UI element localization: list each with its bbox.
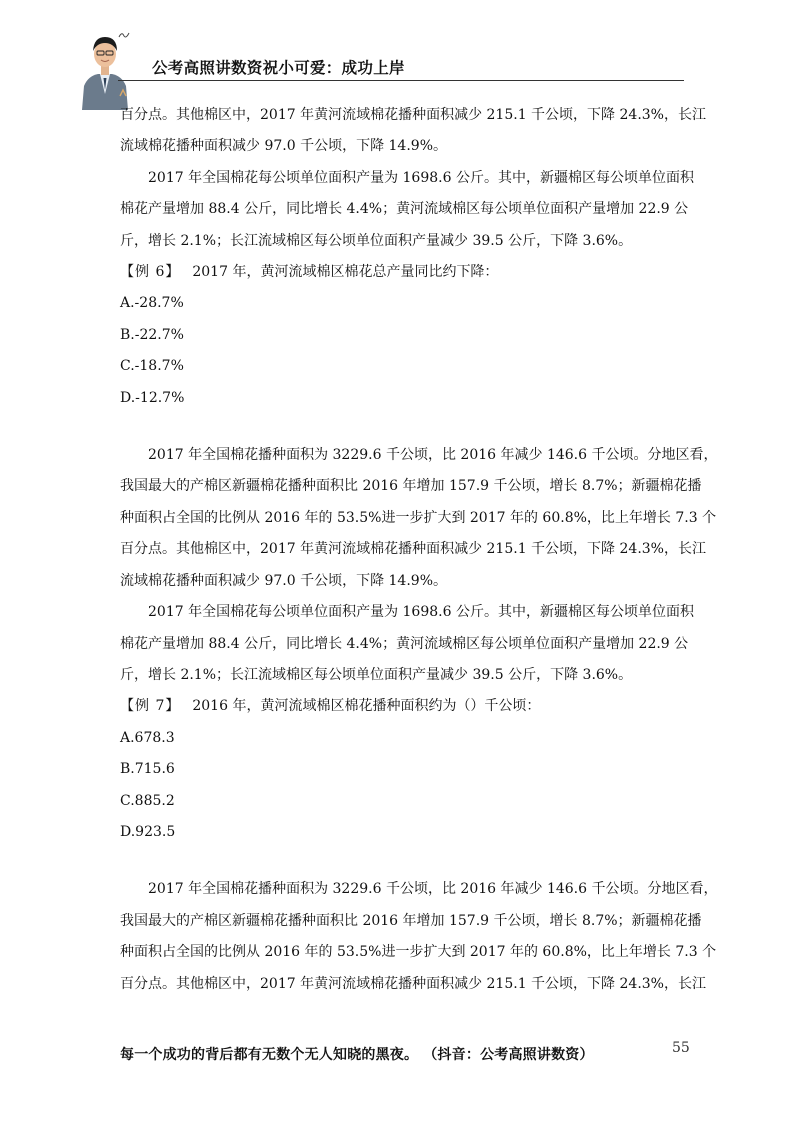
- header-title: 公考高照讲数资祝小可爱：成功上岸: [152, 59, 405, 77]
- paragraph-line: 百分点。其他棉区中，2017 年黄河流域棉花播种面积减少 215.1 千公顷，下降 24.3%，长江: [120, 541, 706, 558]
- paragraph-line: 棉花产量增加 88.4 公斤，同比增长 4.4%；黄河流域棉区每公顷单位面积产量增加 22.9 公: [120, 201, 689, 218]
- paragraph-line: 种面积占全国的比例从 2016 年的 53.5%进一步扩大到 2017 年的 60.8%，比上年增长 7.3 个: [120, 509, 717, 526]
- answer-option: D.-12.7%: [120, 389, 185, 406]
- paragraph-line: 流域棉花播种面积减少 97.0 千公顷，下降 14.9%。: [120, 138, 447, 155]
- spacer: [120, 414, 682, 440]
- question-text: 2016 年，黄河流域棉区棉花播种面积约为（）千公顷：: [192, 698, 541, 715]
- paragraph-line: 百分点。其他棉区中，2017 年黄河流域棉花播种面积减少 215.1 千公顷，下降 24.3%，长江: [120, 107, 706, 123]
- paragraph-line: 2017 年全国棉花播种面积为 3229.6 千公顷，比 2016 年减少 146.6 千公顷。分地区看，: [148, 447, 718, 464]
- question-number: 【例 7】: [120, 698, 181, 715]
- paragraph-line: 我国最大的产棉区新疆棉花播种面积比 2016 年增加 157.9 千公顷，增长 8.7%；新疆棉花播: [120, 912, 702, 929]
- paragraph-line: 种面积占全国的比例从 2016 年的 53.5%进一步扩大到 2017 年的 60.8%，比上年增长 7.3 个: [120, 944, 717, 961]
- answer-option: B.-22.7%: [120, 326, 184, 343]
- paragraph: [120, 874, 718, 1000]
- page-number: 55: [672, 1040, 690, 1056]
- question-text: 2017 年，黄河流域棉区棉花总产量同比约下降：: [192, 264, 499, 281]
- page-header: [0, 0, 800, 115]
- paragraph-line: 斤，增长 2.1%；长江流域棉区每公顷单位面积产量减少 39.5 公斤，下降 3.6%。: [120, 232, 633, 249]
- answer-option: A.678.3: [120, 729, 175, 746]
- paragraph-line: 棉花产量增加 88.4 公斤，同比增长 4.4%；黄河流域棉区每公顷单位面积产量增加 22.9 公: [120, 635, 689, 652]
- paragraph-line: 2017 年全国棉花播种面积为 3229.6 千公顷，比 2016 年减少 146.6 千公顷。分地区看，: [148, 881, 718, 898]
- spacer: [120, 848, 682, 874]
- answer-option: D.923.5: [120, 823, 176, 840]
- paragraph: [120, 440, 718, 597]
- question-stem: [120, 257, 682, 288]
- paragraph: [120, 597, 694, 691]
- paragraph: [120, 100, 706, 163]
- paragraph-line: 百分点。其他棉区中，2017 年黄河流域棉花播种面积减少 215.1 千公顷，下降 24.3%，长江: [120, 975, 706, 992]
- footer-slogan: 每一个成功的背后都有无数个无人知晓的黑夜。 （抖音：公考高照讲数资）: [120, 1047, 594, 1063]
- header-divider: [118, 80, 684, 81]
- question-number: 【例 6】: [120, 264, 181, 281]
- paragraph: [120, 163, 694, 257]
- question-stem: [120, 691, 682, 722]
- answer-option: B.715.6: [120, 761, 175, 778]
- paragraph-line: 我国最大的产棉区新疆棉花播种面积比 2016 年增加 157.9 千公顷，增长 8.7%；新疆棉花播: [120, 478, 702, 495]
- document-body: [120, 100, 718, 1000]
- paragraph-line: 2017 年全国棉花每公顷单位面积产量为 1698.6 公斤。其中，新疆棉区每公顷单位面积: [148, 604, 694, 621]
- answer-option: A.-28.7%: [120, 295, 184, 312]
- paragraph-line: 斤，增长 2.1%；长江流域棉区每公顷单位面积产量减少 39.5 公斤，下降 3.6%。: [120, 666, 633, 683]
- paragraph-line: 2017 年全国棉花每公顷单位面积产量为 1698.6 公斤。其中，新疆棉区每公顷单位面积: [148, 169, 694, 186]
- answer-option: C.-18.7%: [120, 358, 184, 375]
- paragraph-line: 流域棉花播种面积减少 97.0 千公顷，下降 14.9%。: [120, 572, 447, 589]
- signature-mark-icon: [118, 30, 130, 40]
- answer-option: C.885.2: [120, 792, 175, 809]
